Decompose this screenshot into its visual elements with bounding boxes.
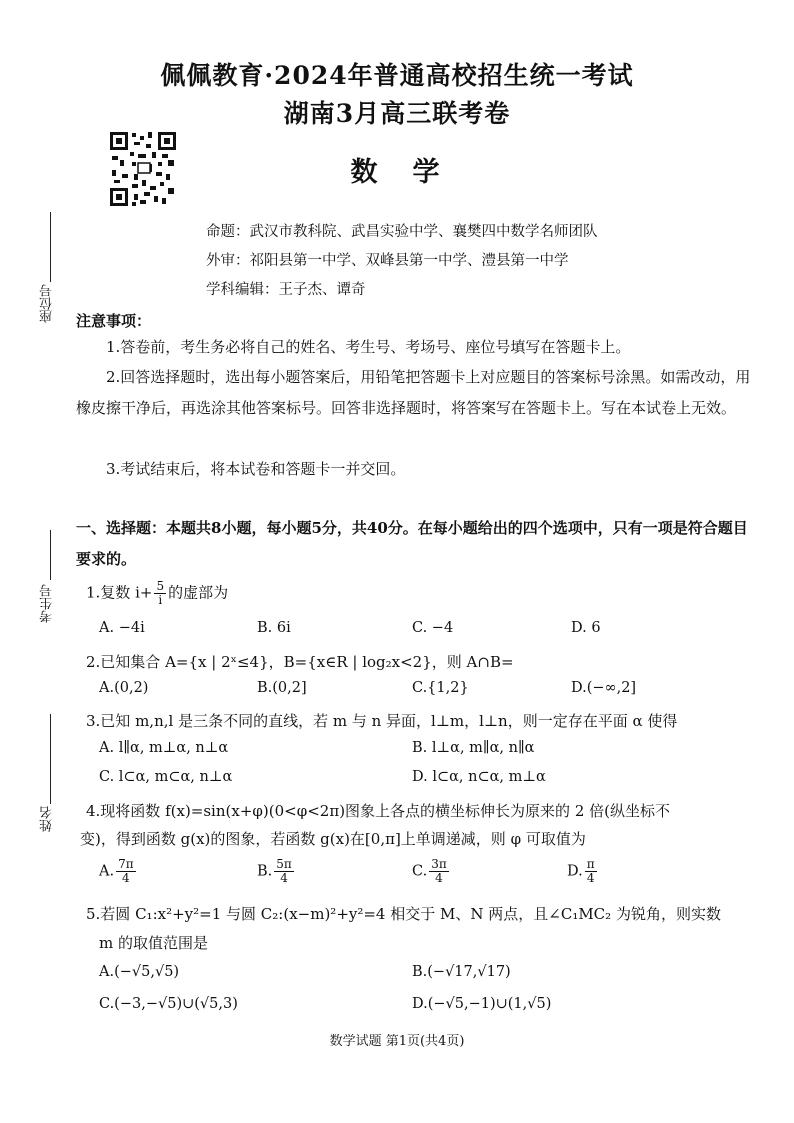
question-2-stem: 2.已知集合 A={x | 2ˣ≤4}，B={x∈R | log₂x<2}，则 A∩B= [86, 653, 514, 671]
q3-option-a: A. l∥α, m⊥α, n⊥α [99, 740, 229, 756]
question-4-stem-line1: 4.现将函数 f(x)=sin(x+φ)(0<φ<2π)图象上各点的横坐标伸长为原来的 2 倍(纵坐标不 [86, 802, 670, 820]
fraction-denominator: 4 [122, 871, 130, 885]
fraction-denominator: 4 [280, 871, 288, 885]
fraction-denominator: 4 [435, 871, 443, 885]
question-4-stem-line2: 变)，得到函数 g(x)的图象，若函数 g(x)在[0,π]上单调递减，则 φ 可取值为 [80, 830, 586, 848]
question-3-stem: 3.已知 m,n,l 是三条不同的直线，若 m 与 n 异面，l⊥m，l⊥n，则一定存在平面 α 使得 [86, 712, 678, 730]
exam-number-label: 考生号 [40, 584, 55, 623]
question-1-stem-a: 1.复数 i+ [86, 583, 153, 602]
q2-option-a: A.(0,2) [99, 680, 149, 696]
page-footer: 数学试题 第1页(共4页) [329, 1034, 465, 1049]
name-label: 姓名 [40, 806, 55, 832]
notice-item-2: 2.回答选择题时，选出每小题答案后，用铅笔把答题卡上对应题目的答案标号涂黑。如需改动，用橡皮擦干净后，再选涂其他答案标号。回答非选择题时，将答案写在答题卡上。写在本试卷上无效。 [76, 368, 751, 417]
q4-option-a [99, 858, 138, 885]
question-1-stem-b: 的虚部为 [168, 583, 229, 602]
exam-number-line [50, 530, 51, 580]
option-label: B. [257, 863, 273, 880]
exam-title-line1: 佩佩教育·2024年普通高校招生统一考试 [160, 61, 634, 90]
option-fraction [429, 858, 449, 885]
q4-option-c [412, 858, 451, 885]
option-label: A. [99, 863, 115, 880]
q2-option-c: C.{1,2} [412, 680, 469, 696]
fraction-numerator: π [586, 857, 595, 871]
notice-item-1: 1.答卷前，考生务必将自己的姓名、考生号、考场号、座位号填写在答题卡上。 [106, 338, 631, 356]
q5-option-c: C.(−3,−√5)∪(√5,3) [99, 996, 238, 1012]
q4-option-d [567, 858, 599, 885]
q1-option-c: C. −4 [412, 620, 454, 636]
fraction-numerator: 5π [276, 857, 292, 871]
credit-editors: 学科编辑：王子杰、谭奇 [206, 282, 366, 298]
q5-option-b: B.(−√17,√17) [412, 964, 511, 980]
q4-option-b [257, 858, 296, 885]
notice-heading: 注意事项： [76, 312, 152, 330]
q2-option-d: D.(−∞,2] [571, 680, 637, 696]
q1-option-a: A. −4i [99, 620, 145, 636]
credit-reviewers: 外审：祁阳县第一中学、双峰县第一中学、澧县第一中学 [206, 253, 569, 269]
question-1-fraction [154, 580, 166, 607]
option-fraction [116, 858, 136, 885]
notice-item-3: 3.考试结束后，将本试卷和答题卡一并交回。 [106, 460, 406, 478]
subject-title: 数 学 [350, 157, 444, 188]
fraction-numerator: 3π [431, 857, 447, 871]
q1-option-b: B. 6i [257, 620, 291, 636]
option-label: D. [567, 863, 583, 880]
fraction-denominator: 4 [586, 871, 595, 885]
option-fraction [274, 858, 294, 885]
q3-option-d: D. l⊂α, n⊂α, m⊥α [412, 769, 546, 785]
question-1-stem [86, 580, 228, 607]
exam-title-line2: 湖南3月高三联考卷 [283, 99, 511, 128]
q5-option-a: A.(−√5,√5) [99, 964, 180, 980]
fraction-numerator: 7π [118, 857, 134, 871]
q3-option-c: C. l⊂α, m⊂α, n⊥α [99, 769, 233, 785]
seat-number-line [50, 212, 51, 282]
question-5-stem-line2: m 的取值范围是 [99, 934, 208, 952]
name-line [50, 714, 51, 804]
seat-number-label: 座位号 [40, 284, 55, 323]
option-fraction [585, 858, 597, 885]
credit-authors: 命题：武汉市教科院、武昌实验中学、襄樊四中数学名师团队 [206, 224, 598, 240]
q3-option-b: B. l⊥α, m∥α, n∥α [412, 740, 535, 756]
fraction-denominator: i [158, 593, 163, 607]
option-label: C. [412, 863, 428, 880]
fraction-numerator: 5 [156, 579, 165, 593]
q5-option-d: D.(−√5,−1)∪(1,√5) [412, 996, 552, 1012]
q2-option-b: B.(0,2] [257, 680, 307, 696]
question-5-stem-line1: 5.若圆 C₁:x²+y²=1 与圆 C₂:(x−m)²+y²=4 相交于 M、N 两点，且∠C₁MC₂ 为锐角，则实数 [86, 905, 721, 923]
section-heading-choice: 一、选择题：本题共8小题，每小题5分，共40分。在每小题给出的四个选项中，只有一项是符合题目要求的。 [76, 519, 748, 568]
q1-option-d: D. 6 [571, 620, 601, 636]
